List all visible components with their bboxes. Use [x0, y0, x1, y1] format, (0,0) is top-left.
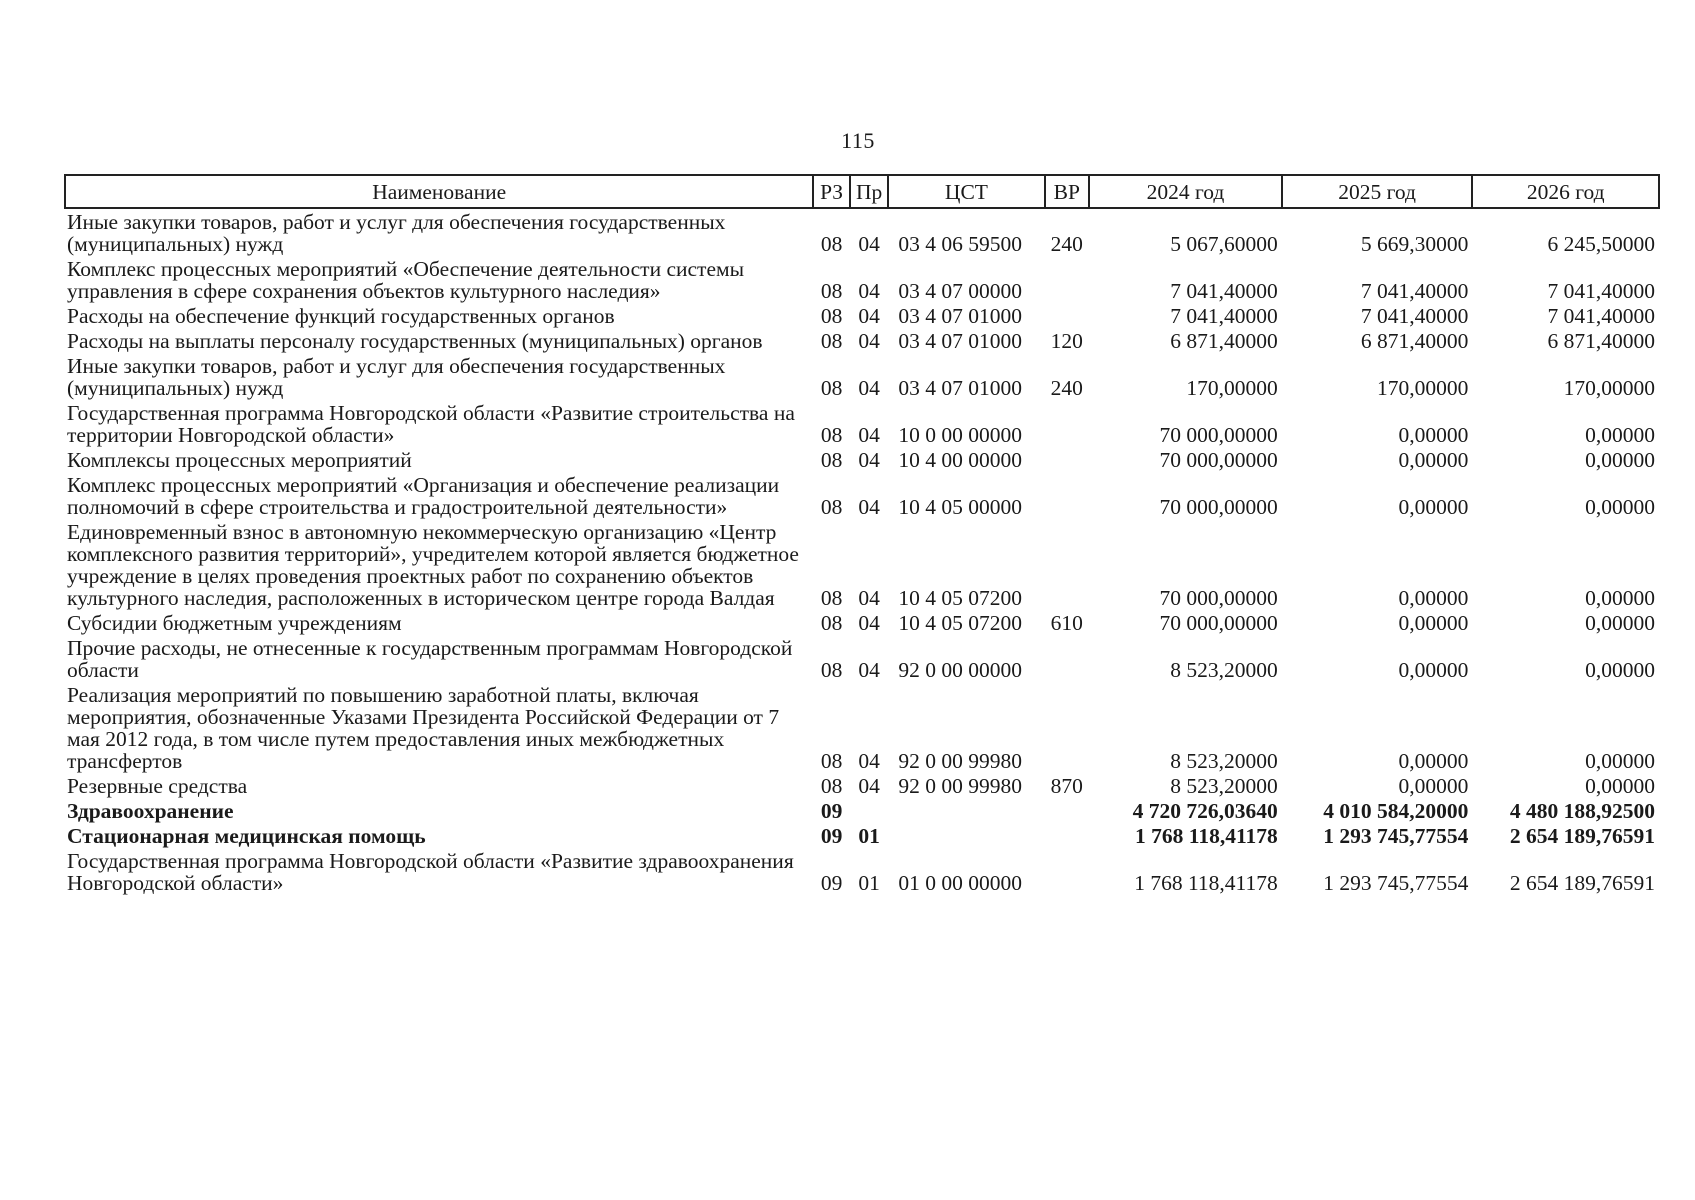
row-pr: 04 [858, 495, 880, 519]
row-name: Здравоохранение [67, 799, 234, 823]
row-vr [1045, 303, 1090, 328]
row-pr: 04 [858, 232, 880, 256]
table-row [65, 447, 1659, 472]
table-row [65, 798, 1659, 823]
row-2025: 0,00000 [1398, 586, 1469, 610]
row-cst: 92 0 00 00000 [898, 658, 1022, 682]
row-2024: 1 768 118,41178 [1135, 824, 1278, 848]
row-rz: 08 [820, 423, 843, 447]
table-row [65, 635, 1659, 682]
row-name: Комплексы процессных мероприятий [67, 448, 412, 472]
row-cst [888, 798, 1044, 823]
row-rz: 08 [820, 774, 843, 798]
row-rz: 08 [820, 329, 843, 353]
row-pr: 01 [858, 871, 880, 895]
row-2024: 8 523,20000 [1170, 658, 1278, 682]
row-2024: 1 768 118,41178 [1134, 871, 1278, 895]
row-2025: 7 041,40000 [1360, 279, 1469, 303]
row-2024: 8 523,20000 [1170, 749, 1278, 773]
row-rz: 08 [820, 495, 843, 519]
row-vr: 870 [1050, 774, 1083, 798]
row-2026: 2 654 189,76591 [1509, 871, 1655, 895]
row-cst: 03 4 07 01000 [898, 376, 1022, 400]
row-2026: 0,00000 [1585, 774, 1655, 798]
row-rz: 08 [820, 304, 843, 328]
row-pr: 04 [858, 279, 880, 303]
row-cst: 10 4 05 07200 [898, 611, 1022, 635]
row-pr: 04 [858, 774, 880, 798]
row-2025: 6 871,40000 [1360, 329, 1469, 353]
row-2024: 7 041,40000 [1170, 304, 1278, 328]
row-2024: 8 523,20000 [1170, 774, 1278, 798]
table-row [65, 303, 1659, 328]
row-2025: 0,00000 [1398, 495, 1469, 519]
row-name: Государственная программа Новгородской области «Развитие здравоохранения Новгородской области» [67, 849, 794, 895]
row-2024: 70 000,00000 [1159, 448, 1278, 472]
row-name: Комплекс процессных мероприятий «Организация и обеспечение реализации полномочий в сфере строительства и градостроительной деятельности» [67, 473, 780, 519]
row-2024: 6 871,40000 [1170, 329, 1278, 353]
row-pr: 04 [858, 586, 880, 610]
row-2025: 0,00000 [1398, 749, 1469, 773]
row-2026: 2 654 189,76591 [1509, 824, 1655, 848]
row-2026: 6 245,50000 [1547, 232, 1655, 256]
row-vr: 240 [1050, 376, 1083, 400]
row-2026: 170,00000 [1563, 376, 1655, 400]
row-2024: 70 000,00000 [1159, 495, 1278, 519]
row-2025: 5 669,30000 [1360, 232, 1469, 256]
row-2025: 1 293 745,77554 [1323, 824, 1469, 848]
table-row [65, 682, 1659, 773]
row-2025: 4 010 584,20000 [1323, 799, 1469, 823]
row-vr: 240 [1050, 232, 1083, 256]
row-name: Иные закупки товаров, работ и услуг для обеспечения государственных (муниципальных) нужд [67, 210, 726, 256]
row-cst: 03 4 06 59500 [898, 232, 1022, 256]
row-pr: 01 [858, 824, 880, 848]
column-header-rz: РЗ [813, 175, 850, 208]
row-vr [1045, 798, 1090, 823]
column-header-vr: ВР [1045, 175, 1090, 208]
row-cst: 03 4 07 00000 [898, 279, 1022, 303]
column-header-cst: ЦСТ [888, 175, 1044, 208]
row-2026: 0,00000 [1585, 749, 1655, 773]
row-cst: 10 0 00 00000 [898, 423, 1022, 447]
row-2025: 0,00000 [1398, 658, 1469, 682]
row-cst: 10 4 00 00000 [898, 448, 1022, 472]
row-rz: 08 [820, 611, 843, 635]
row-2026: 6 871,40000 [1547, 329, 1655, 353]
row-cst: 10 4 05 00000 [898, 495, 1022, 519]
row-name: Прочие расходы, не отнесенные к государственным программам Новгородской области [67, 636, 793, 682]
table-row [65, 472, 1659, 519]
table-row [65, 823, 1659, 848]
table-header-row [65, 175, 1659, 208]
row-vr [1045, 823, 1090, 848]
row-pr: 04 [858, 329, 880, 353]
table-row [65, 848, 1659, 895]
row-2025: 170,00000 [1377, 376, 1469, 400]
table-body [65, 208, 1659, 895]
row-pr: 04 [858, 304, 880, 328]
table-row [65, 208, 1659, 256]
row-cst: 03 4 07 01000 [898, 304, 1022, 328]
row-rz: 08 [820, 586, 843, 610]
row-cst: 01 0 00 00000 [898, 871, 1022, 895]
row-2024: 4 720 726,03640 [1132, 799, 1278, 823]
row-2025: 0,00000 [1398, 611, 1469, 635]
row-name: Расходы на выплаты персоналу государственных (муниципальных) органов [67, 329, 763, 353]
table-row [65, 610, 1659, 635]
row-2026: 0,00000 [1585, 611, 1655, 635]
row-name: Единовременный взнос в автономную некоммерческую организацию «Центр комплексного развития территорий», учредителем которой является бюджетное учреждение в целях проведения проектных работ по сохранению объектов культурного наследия, расположенных в историческом центре города Валдая [67, 520, 799, 610]
row-name: Реализация мероприятий по повышению заработной платы, включая мероприятия, обозначенные Указами Президента Российской Федерации от 7 мая 2012 года, в том числе путем предоставления иных межбюджетных трансфертов [67, 683, 780, 773]
row-rz: 08 [820, 279, 843, 303]
row-vr [1045, 635, 1090, 682]
row-vr [1045, 472, 1090, 519]
row-pr: 04 [858, 376, 880, 400]
column-header-2024: 2024 год [1089, 175, 1282, 208]
row-vr [1045, 682, 1090, 773]
row-rz: 09 [820, 799, 843, 823]
row-vr [1045, 400, 1090, 447]
row-vr: 120 [1050, 329, 1083, 353]
row-2024: 70 000,00000 [1159, 611, 1278, 635]
table-row [65, 353, 1659, 400]
row-vr [1045, 519, 1090, 610]
row-2026: 0,00000 [1585, 448, 1655, 472]
row-2026: 0,00000 [1585, 658, 1655, 682]
row-vr [1045, 256, 1090, 303]
row-2025: 0,00000 [1398, 774, 1469, 798]
row-2026: 0,00000 [1585, 495, 1655, 519]
row-rz: 09 [820, 871, 843, 895]
row-name: Субсидии бюджетным учреждениям [67, 611, 402, 635]
row-2024: 7 041,40000 [1170, 279, 1278, 303]
row-2024: 170,00000 [1186, 376, 1278, 400]
row-rz: 08 [820, 376, 843, 400]
row-2026: 0,00000 [1585, 423, 1655, 447]
row-2026: 0,00000 [1585, 586, 1655, 610]
row-2026: 7 041,40000 [1547, 279, 1655, 303]
row-2024: 70 000,00000 [1159, 423, 1278, 447]
row-vr [1045, 447, 1090, 472]
row-name: Комплекс процессных мероприятий «Обеспечение деятельности системы управления в сфере сохранения объектов культурного наследия» [67, 257, 745, 303]
row-2026: 4 480 188,92500 [1509, 799, 1655, 823]
row-pr [850, 798, 889, 823]
row-pr: 04 [858, 448, 880, 472]
row-name: Стационарная медицинская помощь [67, 824, 426, 848]
row-vr: 610 [1050, 611, 1083, 635]
row-cst: 92 0 00 99980 [898, 749, 1022, 773]
row-2025: 0,00000 [1398, 423, 1469, 447]
table-row [65, 400, 1659, 447]
column-header-2025: 2025 год [1282, 175, 1473, 208]
row-rz: 08 [820, 658, 843, 682]
row-vr [1045, 848, 1090, 895]
page-number: 115 [841, 128, 875, 153]
row-cst: 10 4 05 07200 [898, 586, 1022, 610]
table-row [65, 328, 1659, 353]
row-2024: 70 000,00000 [1159, 586, 1278, 610]
budget-table [64, 174, 1660, 895]
row-cst: 92 0 00 99980 [898, 774, 1022, 798]
row-rz: 08 [820, 232, 843, 256]
row-name: Резервные средства [67, 774, 248, 798]
column-header-pr: Пр [850, 175, 889, 208]
row-cst [888, 823, 1044, 848]
row-pr: 04 [858, 658, 880, 682]
row-rz: 08 [820, 749, 843, 773]
row-pr: 04 [858, 423, 880, 447]
row-2025: 0,00000 [1398, 448, 1469, 472]
row-2024: 5 067,60000 [1170, 232, 1278, 256]
row-name: Расходы на обеспечение функций государственных органов [67, 304, 615, 328]
table-row [65, 256, 1659, 303]
row-rz: 08 [820, 448, 843, 472]
column-header-name: Наименование [65, 175, 813, 208]
row-2025: 7 041,40000 [1360, 304, 1469, 328]
row-rz: 09 [820, 824, 843, 848]
row-2025: 1 293 745,77554 [1323, 871, 1469, 895]
row-2026: 7 041,40000 [1547, 304, 1655, 328]
row-name: Иные закупки товаров, работ и услуг для обеспечения государственных (муниципальных) нужд [67, 354, 726, 400]
column-header-2026: 2026 год [1472, 175, 1659, 208]
table-row [65, 519, 1659, 610]
row-pr: 04 [858, 749, 880, 773]
table-row [65, 773, 1659, 798]
row-cst: 03 4 07 01000 [898, 329, 1022, 353]
row-pr: 04 [858, 611, 880, 635]
row-name: Государственная программа Новгородской области «Развитие строительства на территории Новгородской области» [67, 401, 795, 447]
